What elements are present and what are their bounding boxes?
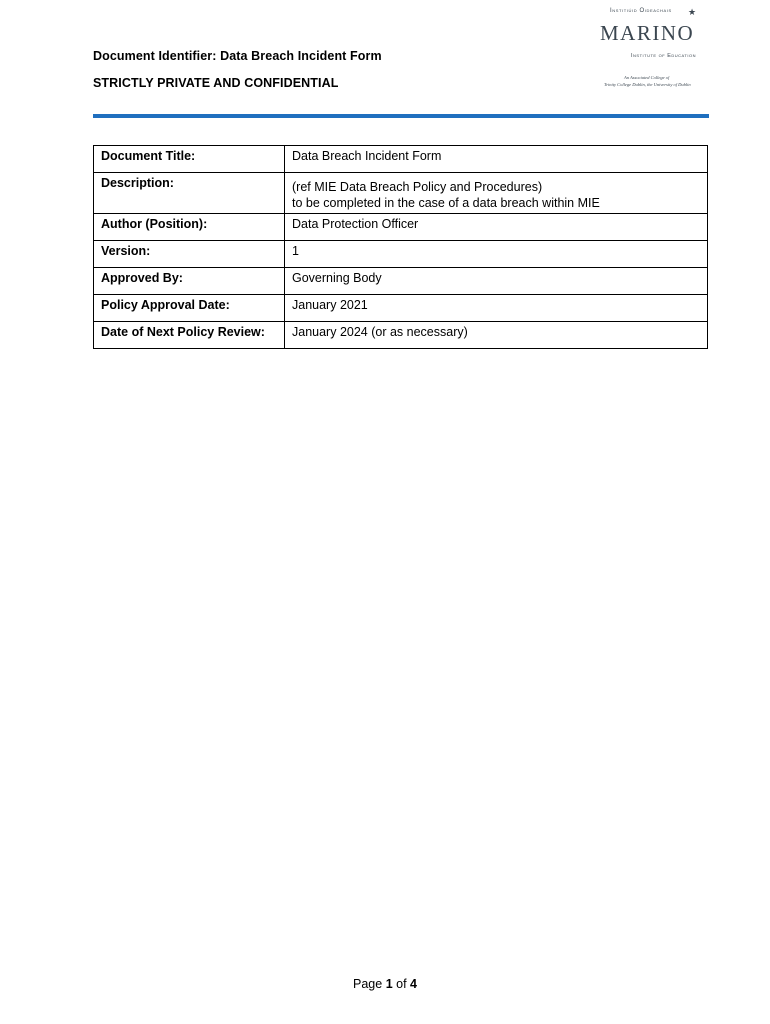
page-word: Page [353, 977, 383, 991]
row-value: January 2021 [285, 295, 708, 322]
total-pages: 4 [410, 977, 417, 991]
table-row [94, 146, 708, 173]
table-row [94, 214, 708, 241]
row-value [285, 173, 708, 214]
logo-association-line-1: An Associated College of [624, 75, 670, 80]
row-value: January 2024 (or as necessary) [285, 322, 708, 349]
page-number [0, 977, 770, 991]
row-label: Version: [94, 241, 285, 268]
description-line-1: (ref MIE Data Breach Policy and Procedures) [292, 180, 543, 194]
row-value: Data Protection Officer [285, 214, 708, 241]
row-value: 1 [285, 241, 708, 268]
table-row [94, 295, 708, 322]
row-label: Description: [94, 173, 285, 214]
row-label: Approved By: [94, 268, 285, 295]
table-row [94, 268, 708, 295]
logo-name: MARINO [600, 21, 695, 45]
confidentiality-notice: STRICTLY PRIVATE AND CONFIDENTIAL [93, 76, 339, 90]
marino-logo [598, 4, 712, 88]
table-row [94, 173, 708, 214]
table-row [94, 241, 708, 268]
document-identifier: Document Identifier: Data Breach Incident Form [93, 49, 382, 63]
row-value: Governing Body [285, 268, 708, 295]
of-word: of [396, 977, 407, 991]
logo-association-line-2: Trinity College Dublin, the University of Dublin [604, 82, 691, 87]
row-label: Author (Position): [94, 214, 285, 241]
star-icon: ★ [688, 7, 697, 17]
document-metadata-table [93, 145, 708, 349]
table-row [94, 322, 708, 349]
current-page: 1 [385, 977, 393, 991]
description-line-2: to be completed in the case of a data breach within MIE [292, 196, 600, 210]
row-label: Document Title: [94, 146, 285, 173]
header-divider [93, 114, 709, 118]
row-label: Policy Approval Date: [94, 295, 285, 322]
row-value: Data Breach Incident Form [285, 146, 708, 173]
logo-subtitle: Institute of Education [631, 53, 696, 59]
logo-top-text: Institiúid Oideachais [610, 8, 672, 14]
row-label: Date of Next Policy Review: [94, 322, 285, 349]
